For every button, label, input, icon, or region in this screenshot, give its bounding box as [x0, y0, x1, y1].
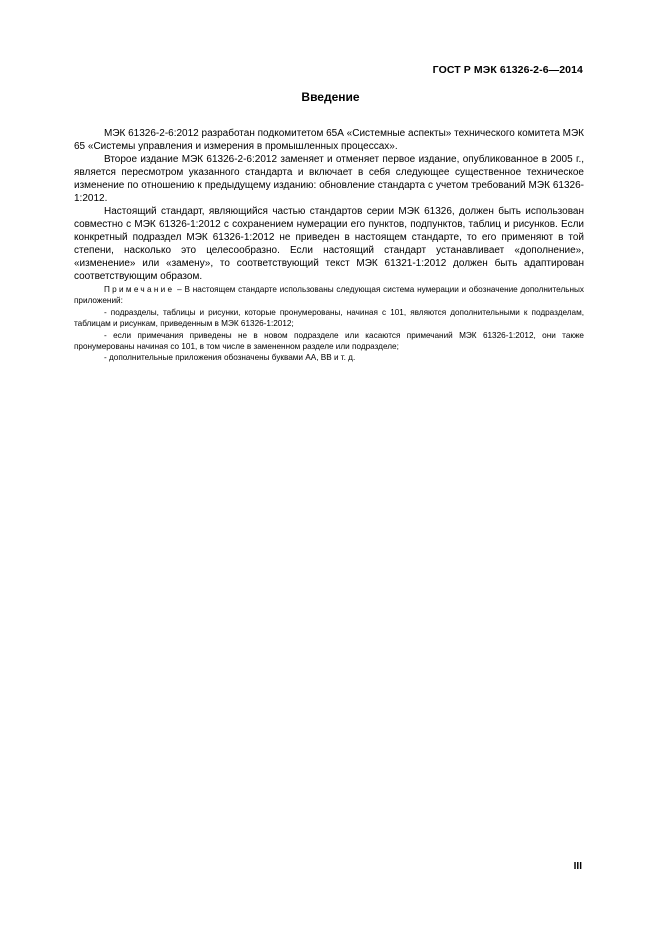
note-item-2: - если примечания приведены не в новом подразделе или касаются примечаний МЭК 61326-1:2012, они также пронумерованы начиная со 101, в том числе в замененном разделе или подразделе;: [74, 330, 584, 352]
body-text: [74, 127, 584, 283]
section-title: Введение: [301, 90, 360, 104]
note-label: Примечание: [104, 285, 175, 294]
note-intro-text: – В настоящем стандарте использованы следующая система нумерации и обозначение дополнительных приложений:: [74, 285, 584, 306]
note-item-3: - дополнительные приложения обозначены буквами АА, ВВ и т. д.: [104, 353, 356, 363]
paragraph-3: Настоящий стандарт, являющийся частью стандартов серии МЭК 61326, должен быть использован совместно с МЭК 61326-1:2012 с сохранением нумерации его пунктов, подпунктов, таблиц и рисунков. Если конкретный подраздел МЭК 61326-1:2012 не приведен в настоящем стандарте, то его применяют в той степени, насколько это целесообразно. Если настоящий стандарт устанавливает «дополнение», «изменение» или «замену», то соответствующий текст МЭК 61321-1:2012 должен быть адаптирован соответствующим образом.: [74, 206, 584, 282]
document-code-header: ГОСТ Р МЭК 61326-2-6—2014: [432, 64, 583, 76]
note-intro: [74, 284, 584, 307]
paragraph-1: МЭК 61326-2-6:2012 разработан подкомитетом 65А «Системные аспекты» технического комитета МЭК 65 «Системы управления и измерения в промышленных процессах».: [74, 128, 585, 152]
note-item-1: - подразделы, таблицы и рисунки, которые пронумерованы, начиная с 101, являются дополнительными к подразделам, таблицам и рисункам, приведенным в МЭК 61326-1:2012;: [74, 307, 584, 329]
paragraph-2: Второе издание МЭК 61326-2-6:2012 заменяет и отменяет первое издание, опубликованное в 2005 г., является пересмотром указанного стандарта и включает в себя следующее существенное техническое изменение по отношению к предыдущему изданию: обновление стандарта с учетом требований МЭК 61326-1:2012.: [74, 154, 584, 204]
page-number: III: [573, 861, 582, 872]
note-block: [74, 284, 584, 364]
